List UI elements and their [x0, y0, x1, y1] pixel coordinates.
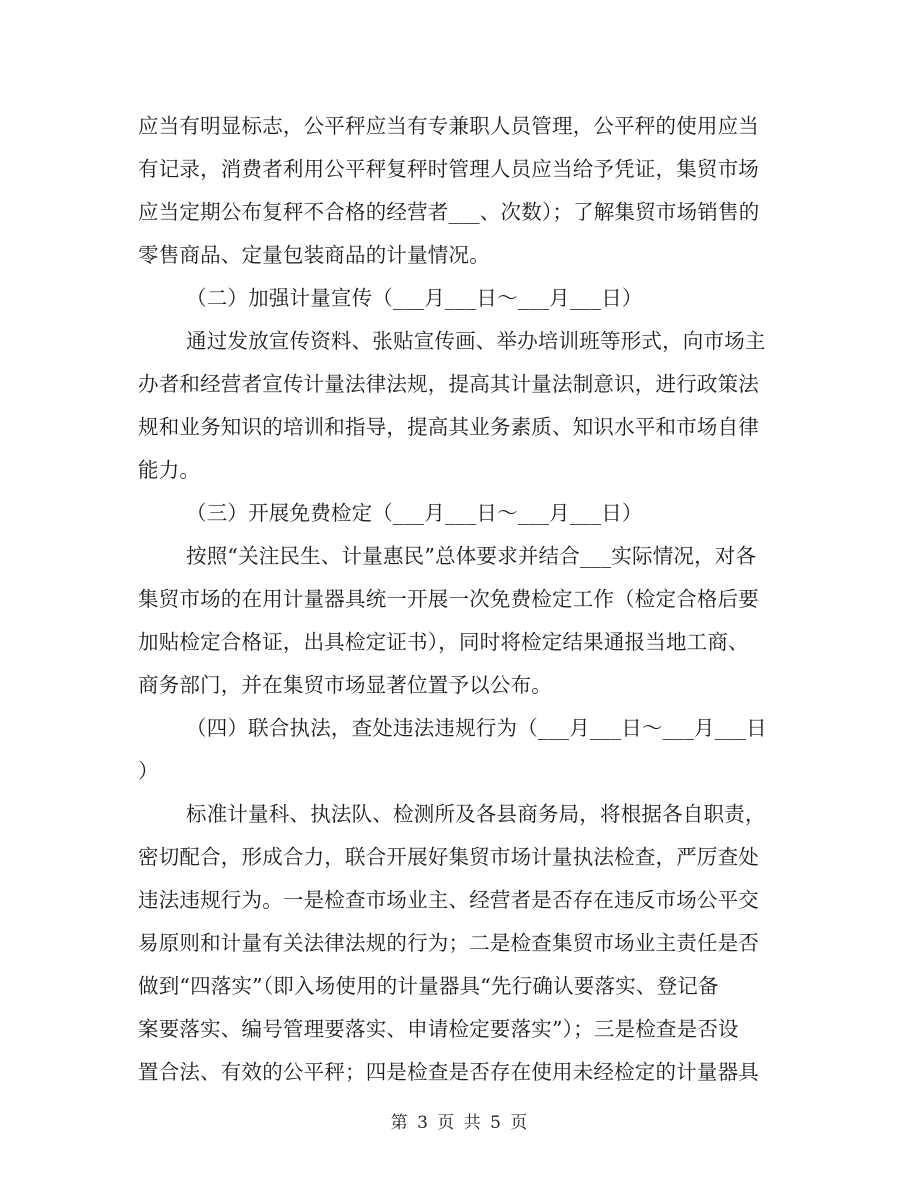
- text-line: 能力。: [138, 458, 201, 482]
- text-line: 易原则和计量有关法律法规的行为；二是检查集贸市场业主责任是否: [138, 931, 759, 955]
- text-line: 零售商品、定量包装商品的计量情况。: [138, 243, 490, 267]
- text-line: 案要落实、编号管理要落实、申请检定要落实”）；三是检查是否设: [138, 1017, 739, 1041]
- text-line: 办者和经营者宣传计量法律法规，提高其计量法制意识，进行政策法: [138, 372, 759, 396]
- text-line: 置合法、有效的公平秤；四是检查是否存在使用未经检定的计量器具: [138, 1060, 759, 1084]
- text-line: 做到“四落实”（即入场使用的计量器具“先行确认要落实、登记备: [138, 974, 719, 998]
- text-line: 规和业务知识的培训和指导，提高其业务素质、知识水平和市场自律: [138, 415, 759, 439]
- text-line: （三）开展免费检定（___月___日～___月___日）: [186, 501, 643, 525]
- text-line: 应当定期公布复秤不合格的经营者___、次数）；了解集贸市场销售的: [138, 200, 760, 224]
- text-line: 违法违规行为。一是检查市场业主、经营者是否存在违反市场公平交: [138, 888, 759, 912]
- text-line: （四）联合执法，查处违法违规行为（___月___日～___月___日: [186, 716, 767, 740]
- text-line: 应当有明显标志，公平秤应当有专兼职人员管理，公平秤的使用应当: [138, 114, 759, 138]
- text-line: 标准计量科、执法队、检测所及各县商务局，将根据各自职责，: [186, 802, 766, 826]
- text-line: ）: [138, 759, 159, 783]
- text-line: 有记录，消费者利用公平秤复秤时管理人员应当给予凭证，集贸市场: [138, 157, 759, 181]
- text-line: 商务部门，并在集贸市场显著位置予以公布。: [138, 673, 552, 697]
- text-line: 按照“关注民生、计量惠民”总体要求并结合___实际情况，对各: [186, 544, 757, 568]
- text-line: 通过发放宣传资料、张贴宣传画、举办培训班等形式，向市场主: [186, 329, 766, 353]
- text-line: 集贸市场的在用计量器具统一开展一次免费检定工作（检定合格后要: [138, 587, 759, 611]
- text-line: （二）加强计量宣传（___月___日～___月___日）: [186, 286, 643, 310]
- page-footer: 第 3 页 共 5 页: [390, 1113, 530, 1133]
- text-line: 加贴检定合格证，出具检定证书），同时将检定结果通报当地工商、: [138, 630, 749, 654]
- text-line: 密切配合，形成合力，联合开展好集贸市场计量执法检查，严厉查处: [138, 845, 759, 869]
